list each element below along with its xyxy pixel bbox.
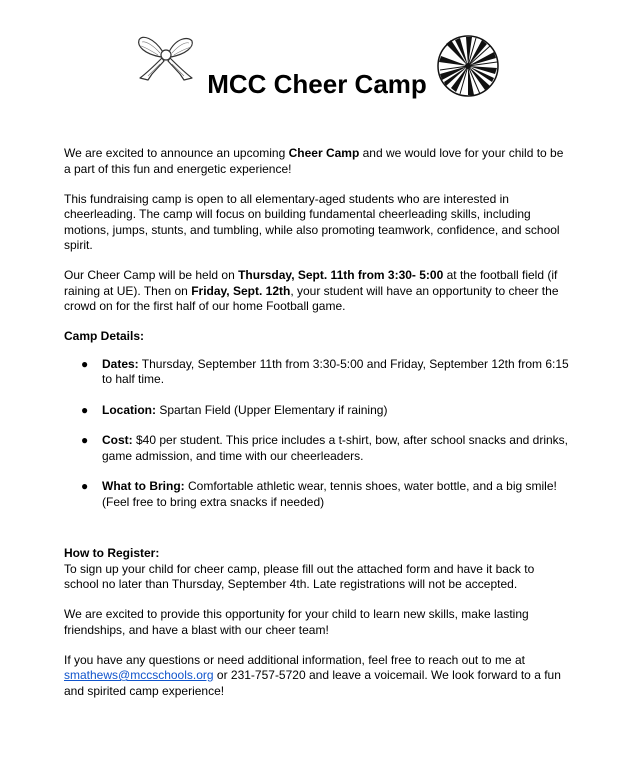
how-to-register-heading: How to Register:: [64, 546, 160, 560]
letter-body: [64, 146, 572, 699]
register-paragraph: To sign up your child for cheer camp, please fill out the attached form and have it back to school no later than Thursday, September 4th. Late registrations will not be accepted.: [64, 561, 535, 591]
detail-what-to-bring: ● What to Bring: Comfortable athletic wear, tennis shoes, water bottle, and a big smile! (Feel free to bring extra snacks if needed): [81, 479, 557, 509]
friday-date-emphasis: Friday, Sept. 12th: [191, 283, 291, 298]
detail-location: ● Location: Spartan Field (Upper Elementary if raining): [81, 402, 388, 417]
detail-dates: ● Dates: Thursday, September 11th from 3:30-5:00 and Friday, September 12th from 6:15 to half time.: [81, 356, 569, 386]
page-title: MCC Cheer Camp: [207, 69, 427, 99]
bullet-icon: ●: [81, 433, 89, 447]
contact-paragraph: If you have any questions or need additional information, feel free to reach out to me at smathews@mccschools.org or 231-757-5720 and leave a voicemail. We look forward to a fun and spirited camp experience!: [64, 652, 561, 698]
camp-details-heading: Camp Details:: [64, 329, 145, 343]
schedule-paragraph: Our Cheer Camp will be held on Thursday, Sept. 11th from 3:30- 5:00 at the football field (if raining at UE). Then on Friday, Sept. 12th, your student will have an opportunity to cheer the crowd on for the first half of our home Football game.: [64, 268, 559, 313]
fundraising-paragraph: This fundraising camp is open to all elementary-aged students who are interested in cheerleading. The camp will focus on building fundamental cheerleading skills, including motions, jumps, stunts, and tumbling, while also promoting teamwork, confidence, and school spirit.: [64, 191, 560, 252]
email-link[interactable]: smathews@mccschools.org: [64, 668, 214, 682]
cheer-camp-emphasis: Cheer Camp: [288, 146, 360, 160]
thursday-time-emphasis: Thursday, Sept. 11th from 3:30- 5:00: [238, 268, 444, 282]
bullet-icon: ●: [81, 402, 89, 417]
detail-cost: ● Cost: $40 per student. This price includes a t-shirt, bow, after school snacks and drinks, game admission, and time with our cheerleaders.: [81, 433, 569, 463]
bullet-icon: ●: [81, 356, 89, 371]
bullet-icon: ●: [81, 479, 89, 493]
opportunity-paragraph: We are excited to provide this opportunity for your child to learn new skills, make lasting friendships, and have a blast with our cheer team!: [64, 607, 529, 637]
camp-details-list: [64, 357, 572, 511]
intro-paragraph: We are excited to announce an upcoming Cheer Camp and we would love for your child to be a part of this fun and energetic experience!: [64, 146, 564, 176]
